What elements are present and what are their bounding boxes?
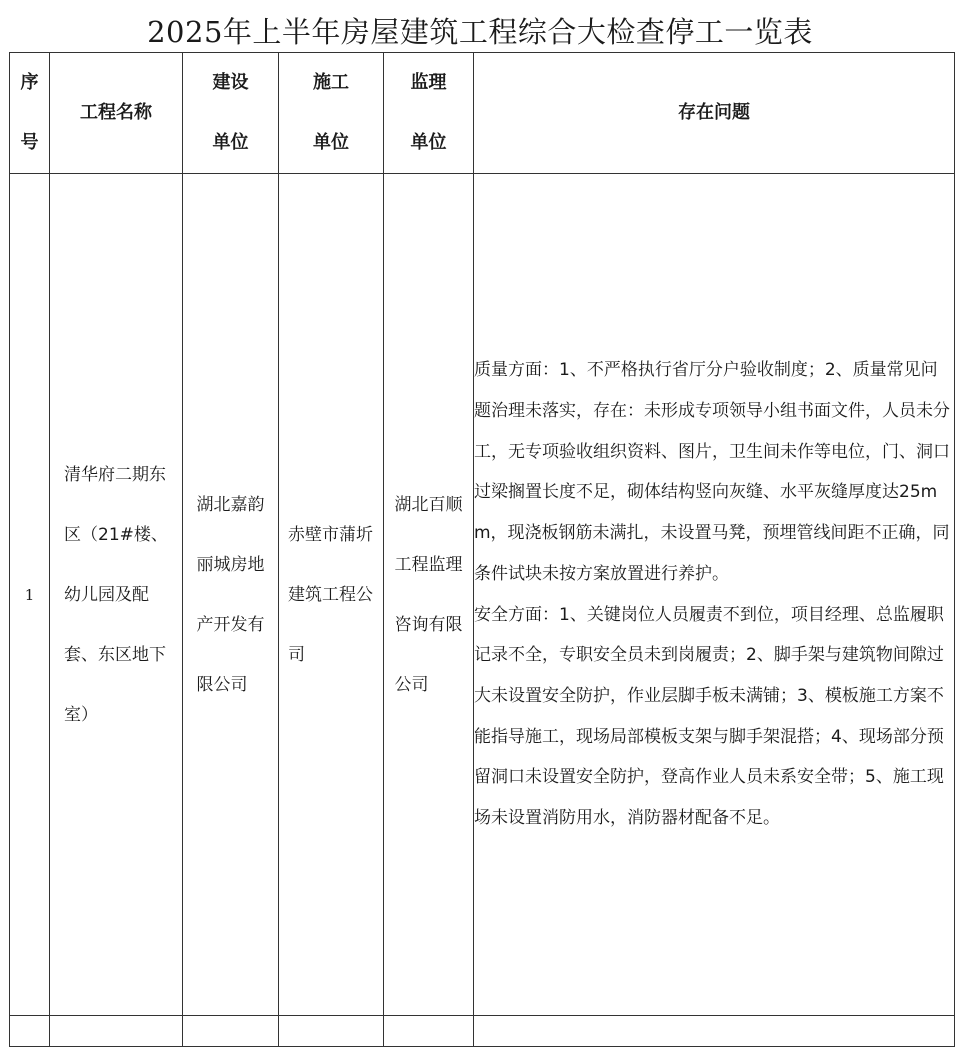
- cell-builder: [183, 174, 279, 1016]
- builder-unit: 湖北嘉韵丽城房地产开发有限公司: [196, 494, 265, 695]
- supervisor-unit: 湖北百顺工程监理咨询有限公司: [394, 494, 463, 695]
- cell-seq: [10, 174, 50, 1016]
- cell-empty: [384, 1016, 474, 1047]
- safety-issues: 安全方面：1、关键岗位人员履责不到位，项目经理、总监履职记录不全，专职安全员未到岗履责；2、脚手架与建筑物间隙过大未设置安全防护，作业层脚手板未满铺；3、模板施工方案不能指导施工，现场局部模板支架与脚手架混搭；4、现场部分预留洞口未设置安全防护，登高作业人员未系安全带；5、施工现场未设置消防用水，消防器材配备不足。: [474, 604, 944, 829]
- header-issues-label: 存在问题: [678, 102, 750, 123]
- cell-project: [50, 174, 183, 1016]
- header-constructor: [279, 53, 384, 174]
- cell-empty: [10, 1016, 50, 1047]
- header-issues: [474, 53, 955, 174]
- seq-value: 1: [24, 585, 35, 604]
- header-seq: [10, 53, 50, 174]
- header-constructor-label: 施工单位: [313, 72, 349, 153]
- table-row: [10, 174, 955, 1016]
- cell-constructor: [279, 174, 384, 1016]
- table-header: [10, 53, 955, 174]
- cell-issues: [474, 174, 955, 1016]
- header-project: [50, 53, 183, 174]
- constructor-unit: 赤壁市蒲圻建筑工程公司: [288, 524, 373, 665]
- cell-empty: [279, 1016, 384, 1047]
- cell-empty: [50, 1016, 183, 1047]
- header-builder: [183, 53, 279, 174]
- header-supervisor-label: 监理单位: [410, 72, 447, 153]
- table-body: [10, 174, 955, 1047]
- header-builder-label: 建设单位: [212, 72, 249, 153]
- header-row: [10, 53, 955, 174]
- header-supervisor: [384, 53, 474, 174]
- quality-issues: 质量方面：1、不严格执行省厅分户验收制度；2、质量常见问题治理未落实，存在：未形成专项领导小组书面文件，人员未分工，无专项验收组织资料、图片，卫生间未作等电位，门、洞口过梁搁置长度不足，砌体结构竖向灰缝、水平灰缝厚度达25mm，现浇板钢筋未满扎，未设置马凳，预埋管线间距不正确，同条件试块未按方案放置进行养护。: [474, 360, 950, 584]
- header-seq-label: 序号: [20, 72, 39, 153]
- table-row-next: [10, 1016, 955, 1047]
- header-project-label: 工程名称: [80, 102, 152, 123]
- cell-supervisor: [384, 174, 474, 1016]
- cell-empty: [183, 1016, 279, 1047]
- page-title: 2025年上半年房屋建筑工程综合大检查停工一览表: [147, 15, 813, 49]
- cell-empty: [474, 1016, 955, 1047]
- project-name: 清华府二期东区（21#楼、幼儿园及配套、东区地下室）: [64, 464, 168, 725]
- inspection-table: [9, 52, 955, 1047]
